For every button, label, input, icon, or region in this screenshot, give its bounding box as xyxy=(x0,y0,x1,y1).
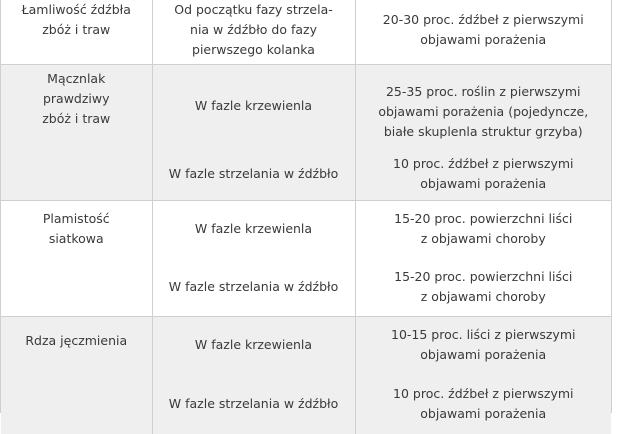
disease-name-line: Mącznlak xyxy=(47,70,106,86)
disease-name-line: zbóż i traw xyxy=(42,22,111,37)
threshold-cell xyxy=(355,258,611,316)
disease-name-line: Łamliwość źdźbła xyxy=(21,2,131,17)
phase-cell xyxy=(152,258,355,316)
phase-line: Od początku fazy strzela- xyxy=(174,2,333,17)
phase-cell xyxy=(152,200,355,258)
phase-cell xyxy=(152,0,355,64)
phase-line: W fazle strzelania w źdźbło xyxy=(168,396,339,411)
threshold-line: objawami porażenia xyxy=(420,32,547,47)
threshold-line: 15-20 proc. powierzchni liści xyxy=(394,211,573,227)
table-row xyxy=(1,316,611,374)
table-row xyxy=(1,200,611,258)
threshold-line: z objawami choroby xyxy=(420,231,546,247)
threshold-line: 10 proc. źdźbeł z pierwszymi xyxy=(393,386,574,401)
phase-line: pierwszego kolanka xyxy=(192,42,315,57)
disease-name-line: prawdziwy xyxy=(42,90,110,106)
disease-cell xyxy=(1,64,152,200)
phase-cell xyxy=(152,148,355,200)
disease-cell xyxy=(1,200,152,316)
threshold-cell xyxy=(355,200,611,258)
disease-name-line: siatkowa xyxy=(48,230,104,246)
threshold-line: 15-20 proc. powierzchni liści xyxy=(394,268,573,284)
phase-line: W fazle strzelania w źdźbło xyxy=(168,278,339,294)
threshold-line: 10 proc. źdźbeł z pierwszymi xyxy=(393,155,574,171)
threshold-cell xyxy=(355,374,611,434)
threshold-line: białe skuplenla struktur grzyba) xyxy=(383,124,583,140)
phase-line: W fazle krzewienla xyxy=(194,337,313,353)
threshold-cell xyxy=(355,316,611,374)
table-row xyxy=(1,64,611,148)
threshold-cell xyxy=(355,0,611,64)
threshold-line: objawami porażenia xyxy=(420,175,547,191)
phase-cell xyxy=(152,374,355,434)
phase-line: nia w źdźbło do fazy xyxy=(190,22,317,37)
disease-cell xyxy=(1,0,152,64)
threshold-line: objawami porażenia (pojedyncze, xyxy=(378,104,589,120)
phase-line: W fazle strzelania w źdźbło xyxy=(168,165,339,181)
threshold-cell xyxy=(355,64,611,148)
threshold-line: z objawami choroby xyxy=(420,288,546,304)
threshold-cell xyxy=(355,148,611,200)
threshold-line: objawami porażenia xyxy=(420,347,547,363)
phase-line: W fazle krzewienla xyxy=(194,221,313,237)
phase-line: W fazle krzewienla xyxy=(194,98,313,114)
threshold-line: 10-15 proc. liści z pierwszymi xyxy=(391,327,576,343)
disease-name-line: Plamistość xyxy=(42,210,110,226)
disease-threshold-table xyxy=(1,0,611,434)
threshold-line: 20-30 proc. źdźbeł z pierwszymi xyxy=(382,12,584,27)
disease-name-line: Rdza jęczmienia xyxy=(25,332,128,348)
table-row xyxy=(1,0,611,64)
disease-name-line: zbóż i traw xyxy=(42,110,111,126)
phase-cell xyxy=(152,316,355,374)
threshold-line: objawami porażenia xyxy=(420,406,547,421)
threshold-line: 25-35 proc. roślin z pierwszymi xyxy=(385,84,581,100)
disease-cell xyxy=(1,316,152,434)
phase-cell xyxy=(152,64,355,148)
